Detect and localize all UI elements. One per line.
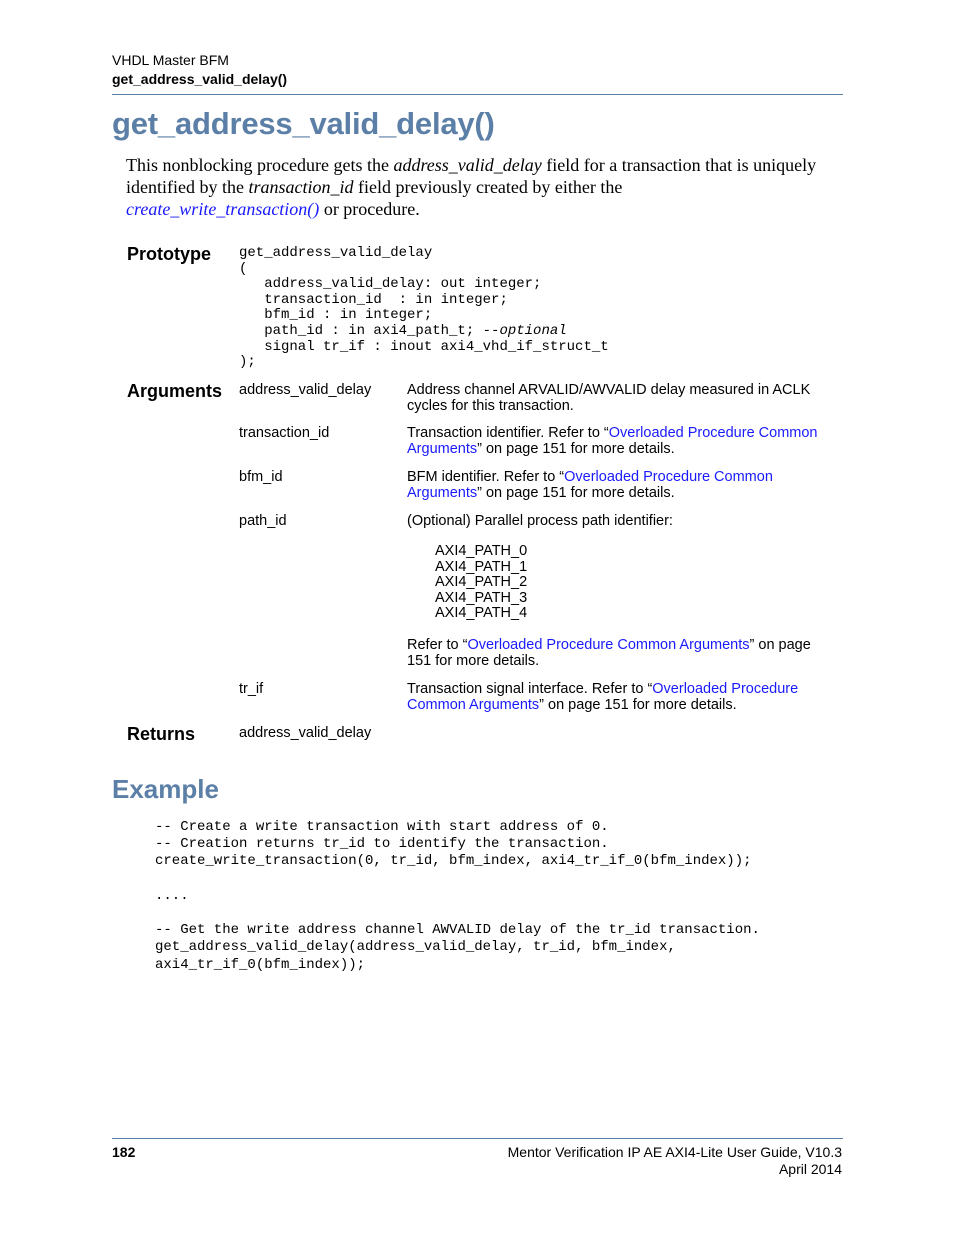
intro-paragraph	[126, 154, 846, 220]
intro-text: field previously created by either the	[353, 177, 623, 197]
arg-desc-path-id-refer: Refer to “Overloaded Procedure Common Arguments” on page 151 for more details.	[407, 637, 811, 669]
returns-value: address_valid_delay	[239, 725, 372, 741]
arg-desc-bfm-id: BFM identifier. Refer to “Overloaded Procedure Common Arguments” on page 151 for more details.	[407, 469, 773, 501]
example-heading: Example	[112, 774, 219, 804]
list-item: AXI4_PATH_3	[435, 589, 528, 606]
arg-name-address-valid-delay: address_valid_delay	[239, 382, 372, 398]
arg-name-tr-if: tr_if	[239, 681, 264, 697]
page-title: get_address_valid_delay()	[112, 106, 495, 141]
header-rule	[112, 94, 843, 95]
returns-label: Returns	[127, 724, 196, 744]
arg-name-path-id: path_id	[239, 513, 287, 529]
intro-field-name: address_valid_delay	[393, 155, 542, 175]
footer-date: April 2014	[778, 1161, 842, 1177]
overloaded-procedure-link[interactable]: Overloaded Procedure Common Arguments	[407, 425, 818, 457]
arg-desc-path-id: (Optional) Parallel process path identifier:	[407, 513, 673, 529]
arg-name-bfm-id: bfm_id	[239, 469, 283, 485]
arg-name-transaction-id: transaction_id	[239, 425, 330, 441]
intro-id-field: transaction_id	[248, 177, 354, 197]
path-id-list	[435, 544, 527, 622]
list-item: AXI4_PATH_1	[435, 558, 528, 575]
arg-desc-address-valid-delay: Address channel ARVALID/AWVALID delay measured in ACLK cycles for this transaction.	[407, 382, 811, 414]
prototype-code: get_address_valid_delay ( address_valid_delay: out integer; transaction_id : in integer; bfm_id : in integer; path_id : in axi4_path_t; --optional signal tr_if : inout axi4_vhd_if_struct_t );	[239, 245, 609, 371]
overloaded-procedure-link[interactable]: Overloaded Procedure Common Arguments	[407, 681, 799, 713]
intro-text: or procedure.	[319, 199, 420, 219]
arguments-label: Arguments	[127, 381, 223, 401]
arg-desc-tr-if: Transaction signal interface. Refer to “Overloaded Procedure Common Arguments” on page 151 for more details.	[407, 681, 799, 713]
overloaded-procedure-link[interactable]: Overloaded Procedure Common Arguments	[407, 469, 773, 501]
create-write-transaction-link[interactable]: create_write_transaction()	[126, 199, 320, 219]
list-item: AXI4_PATH_0	[435, 543, 528, 559]
list-item: AXI4_PATH_4	[435, 605, 528, 621]
footer-rule	[112, 1138, 843, 1139]
prototype-label: Prototype	[127, 244, 212, 264]
intro-text: This nonblocking procedure gets the	[126, 155, 394, 175]
list-item: AXI4_PATH_2	[435, 574, 528, 590]
example-code: -- Create a write transaction with start address of 0. -- Creation returns tr_id to identify the transaction. create_write_transaction(0, tr_id, bfm_index, axi4_tr_if_0(bfm_index)); .... -- Get the write address channel AWVALID delay of the tr_id transaction. get_address_valid_delay(address_valid_delay, tr_id, bfm_index, axi4_tr_if_0(bfm_index));	[155, 819, 760, 973]
footer-guide-title: Mentor Verification IP AE AXI4-Lite User Guide, V10.3	[507, 1144, 842, 1160]
intro-text: field for a transaction that is uniquely identified by the	[126, 155, 817, 197]
running-header-section: VHDL Master BFM	[112, 52, 229, 68]
running-header-topic: get_address_valid_delay()	[112, 71, 288, 87]
page-number: 182	[112, 1144, 136, 1160]
overloaded-procedure-link[interactable]: Overloaded Procedure Common Arguments	[467, 637, 750, 653]
arg-desc-transaction-id: Transaction identifier. Refer to “Overloaded Procedure Common Arguments” on page 151 for more details.	[407, 425, 818, 457]
